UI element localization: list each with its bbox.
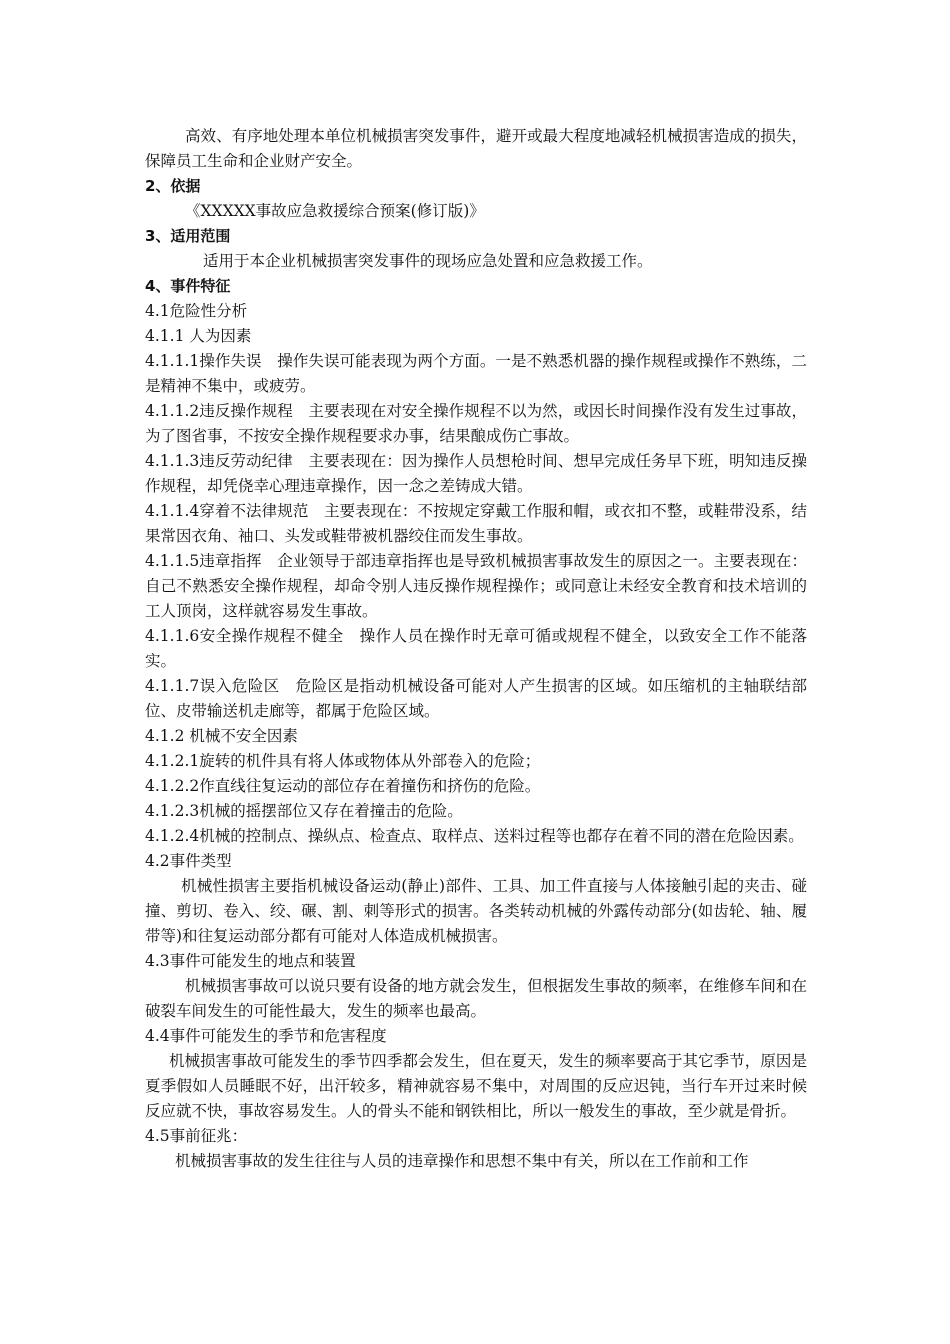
basis-paragraph: 《XXXXX事故应急救援综合预案(修订版)》 — [185, 202, 485, 220]
clause-reciprocating-parts: 4.1.2.2作直线往复运动的部位存在着撞伤和挤伤的危险。 — [145, 777, 541, 795]
subsection-heading-seasons: 4.4事件可能发生的季节和危害程度 — [145, 1027, 387, 1045]
subsection-heading-locations: 4.3事件可能发生的地点和装置 — [145, 952, 356, 970]
precursors-paragraph: 机械损害事故的发生往往与人员的违章操作和思想不集中有关，所以在工作前和工作 — [175, 1152, 749, 1170]
section-heading-event-features: 4、事件特征 — [145, 277, 231, 295]
clause-incomplete-rules: 4.1.1.6安全操作规程不健全 操作人员在操作时无章可循或规程不健全，以致安全工作不能落实。 — [145, 627, 807, 670]
scope-paragraph: 适用于本企业机械损害突发事件的现场应急处置和应急救援工作。 — [203, 252, 653, 270]
subsection-heading-machine-factors: 4.1.2 机械不安全因素 — [145, 727, 298, 745]
clause-swinging-parts: 4.1.2.3机械的摇摆部位又存在着撞击的危险。 — [145, 802, 463, 820]
subsection-heading-precursors: 4.5事前征兆： — [145, 1127, 248, 1145]
clause-operation-error: 4.1.1.1操作失误 操作失误可能表现为两个方面。一是不熟悉机器的操作规程或操作不熟练，二是精神不集中，或疲劳。 — [145, 352, 807, 395]
seasons-paragraph: 机械损害事故可能发生的季节四季都会发生，但在夏天，发生的频率要高于其它季节，原因是夏季假如人员睡眠不好，出汗较多，精神就容易不集中，对周围的反应迟钝，当行车开过来时候反应就不快，事故容易发生。人的骨头不能和钢铁相比，所以一般发生的事故，至少就是骨折。 — [145, 1052, 807, 1120]
subsection-heading-human-factors: 4.1.1 人为因素 — [145, 327, 252, 345]
clause-violating-discipline: 4.1.1.3违反劳动纪律 主要表现在：因为操作人员想枪时间、想早完成任务早下班，明知违反操作规程，却凭侥幸心理违章操作，因一念之差铸成大错。 — [145, 452, 807, 495]
section-heading-basis: 2、依据 — [145, 177, 201, 195]
clause-rotating-parts: 4.1.2.1旋转的机件具有将人体或物体从外部卷入的危险； — [145, 752, 541, 770]
clause-illegal-command: 4.1.1.5违章指挥 企业领导于部违章指挥也是导致机械损害事故发生的原因之一。主要表现在：自己不熟悉安全操作规程，却命令别人违反操作规程操作；或同意让未经安全教育和技术培训的工人顶岗，这样就容易发生事故。 — [145, 552, 807, 620]
intro-paragraph: 高效、有序地处理本单位机械损害突发事件，避开或最大程度地减轻机械损害造成的损失，保障员工生命和企业财产安全。 — [145, 127, 807, 170]
clause-improper-attire: 4.1.1.4穿着不法律规范 主要表现在：不按规定穿戴工作服和帽，或衣扣不整，或鞋带没系，结果常因衣角、袖口、头发或鞋带被机器绞住而发生事故。 — [145, 502, 807, 545]
subsection-heading-hazard-analysis: 4.1危险性分析 — [145, 302, 248, 320]
clause-violating-procedures: 4.1.1.2违反操作规程 主要表现在对安全操作规程不以为然，或因长时间操作没有发生过事故，为了图省事，不按安全操作规程要求办事，结果酿成伤亡事故。 — [145, 402, 807, 445]
event-types-paragraph: 机械性损害主要指机械设备运动(静止)部件、工具、加工件直接与人体接触引起的夹击、碰撞、剪切、卷入、绞、碾、割、刺等形式的损害。各类转动机械的外露传动部分(如齿轮、轴、履带等)和往复运动部分都有可能对人体造成机械损害。 — [145, 877, 807, 945]
clause-control-points: 4.1.2.4机械的控制点、操纵点、检查点、取样点、送料过程等也都存在着不同的潜在危险因素。 — [145, 827, 804, 845]
section-heading-scope: 3、适用范围 — [145, 227, 231, 245]
document-body — [145, 124, 807, 1174]
locations-paragraph: 机械损害事故可以说只要有设备的地方就会发生，但根据发生事故的频率，在维修车间和在破裂车间发生的可能性最大，发生的频率也最高。 — [145, 977, 807, 1020]
clause-danger-zone: 4.1.1.7误入危险区 危险区是指动机械设备可能对人产生损害的区域。如压缩机的主轴联结部位、皮带输送机走廊等，都属于危险区域。 — [145, 677, 807, 720]
subsection-heading-event-types: 4.2事件类型 — [145, 852, 232, 870]
